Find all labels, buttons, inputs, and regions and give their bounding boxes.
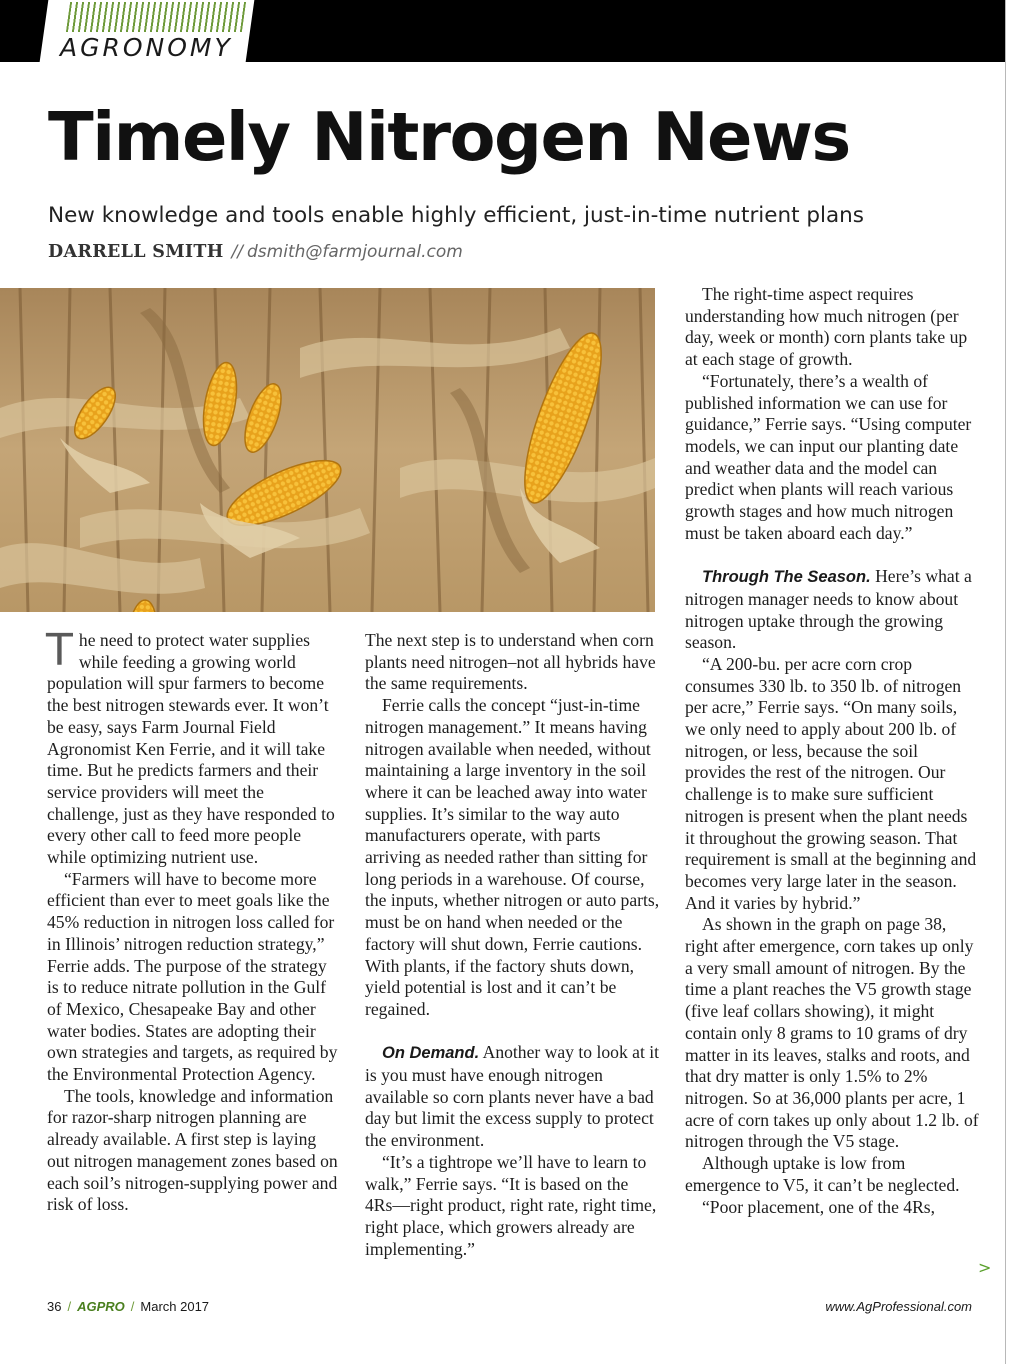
footer-website[interactable]: www.AgProfessional.com <box>825 1299 972 1314</box>
page-number: 36 <box>47 1299 62 1314</box>
drop-cap: T <box>46 625 73 676</box>
continue-arrow-icon[interactable]: > <box>978 1258 992 1277</box>
article-column-1 <box>46 625 339 1216</box>
paragraph: As shown in the graph on page 38, right after emergence, corn takes up only a very small amount of nitrogen. By the time a plant reaches the V5 growth stage (five leaf collars showing), it might contain only 8 grams to 10 grams of dry matter in its leaves, stalks and roots, and that dry matter is only 1.5% to 2% nitrogen. So at 36,000 plants per acre, 1 acre of corn takes up only about 1.2 lb. of nitrogen through the V5 stage. <box>685 914 979 1152</box>
headline: Timely Nitrogen News <box>48 98 850 176</box>
paragraph: The next step is to understand when corn plants need nitrogen–not all hybrids have the same requirements. <box>365 630 656 694</box>
footer-folio <box>47 1299 209 1314</box>
corn-photo <box>0 288 655 612</box>
footer-separator: / <box>67 1299 72 1314</box>
corn-illustration <box>0 288 655 612</box>
article-column-3 <box>685 284 980 1218</box>
paragraph-text: Another way to look at it is you must have enough nitrogen available so corn plants never have a bad day but limit the excess supply to protect the environment. <box>365 1042 660 1151</box>
paragraph: The tools, knowledge and information for razor-sharp nitrogen planning are already available. A first step is laying out nitrogen management zones based on each soil’s nitrogen-supplying power and risk of loss. <box>47 1085 338 1215</box>
author-email[interactable]: dsmith@farmjournal.com <box>247 242 463 262</box>
deck-subtitle: New knowledge and tools enable highly efficient, just-in-time nutrient plans <box>48 203 865 228</box>
byline-separator: // <box>231 242 244 262</box>
article-column-2 <box>365 630 660 1260</box>
paragraph: “Farmers will have to become more efficient than ever to meet goals like the 45% reduction in nitrogen loss called for in Illinois’ nitrogen reduction strategy,” Ferrie adds. The purpose of the strategy is to reduce nitrate pollution in the Gulf of Mexico, Chesapeake Bay and other water bodies. States are adopting their own strategies and targets, as required by the Environmental Protection Agency. <box>47 868 338 1085</box>
paragraph: he need to protect water supplies while feeding a growing world population will spur farmers to become the best nitrogen stewards ever. It won’t be easy, says Farm Journal Field Agronomist Ken Ferrie, and it will take time. But he predicts farmers and their service providers will meet the challenge, just as they have responded to every other call to feed more people while optimizing nutrient use. <box>47 630 335 868</box>
paragraph-with-subhead <box>365 1042 660 1152</box>
section-label: AGRONOMY <box>60 33 233 62</box>
byline <box>48 241 463 263</box>
paragraph: “Fortunately, there’s a wealth of published information we can use for guidance,” Ferrie says. “Using computer models, we can input our planting date and weather data and the model can predict when plants will reach various growth stages and how much nitrogen must be taken aboard each day.” <box>685 370 972 543</box>
section-tab-stripes <box>66 2 246 32</box>
paragraph: “Poor placement, one of the 4Rs, <box>702 1196 936 1217</box>
issue-date: March 2017 <box>140 1299 210 1314</box>
subhead-through-the-season: Through The Season. <box>702 568 871 587</box>
page-edge-line <box>1005 0 1006 1364</box>
subhead-on-demand: On Demand. <box>382 1044 480 1063</box>
brand-logo: AGPRO <box>77 1299 125 1314</box>
paragraph: Although uptake is low from emergence to V5, it can’t be neglected. <box>685 1153 960 1195</box>
footer-separator: / <box>130 1299 135 1314</box>
paragraph: “A 200-bu. per acre corn crop consumes 330 lb. to 350 lb. of nitrogen per acre,” Ferrie says. “On many soils, we only need to apply about 200 lb. of nitrogen, or less, because the soil provides the rest of the nitrogen. Our challenge is to make sure sufficient nitrogen is present when the plant needs it throughout the growing season. That requirement is small at the beginning and becomes very large later in the season. And it varies by hybrid.” <box>685 653 977 913</box>
paragraph-text: Here’s what a nitrogen manager needs to know about nitrogen uptake through the growing season. <box>685 566 972 653</box>
paragraph: The right-time aspect requires understanding how much nitrogen (per day, week or month) corn plants take up at each stage of growth. <box>685 284 968 370</box>
author-name: DARRELL SMITH <box>48 242 224 262</box>
paragraph-with-subhead <box>685 566 980 654</box>
paragraph: Ferrie calls the concept “just-in-time nitrogen management.” It means having nitrogen available when needed, without maintaining a large inventory in the soil where it can be leached away into water supplies. It’s similar to the way auto manufacturers operate, with parts arriving as needed rather than sitting for long periods in a warehouse. Of course, the inputs, whether nitrogen or auto parts, must be on hand when needed or the factory will shut down, Ferrie cautions. With plants, if the factory shuts down, yield potential is lost and it can’t be regained. <box>365 695 660 1019</box>
paragraph: “It’s a tightrope we’ll have to learn to walk,” Ferrie says. “It is based on the 4Rs—right product, right rate, right time, right place, which growers already are implementing.” <box>365 1151 657 1259</box>
